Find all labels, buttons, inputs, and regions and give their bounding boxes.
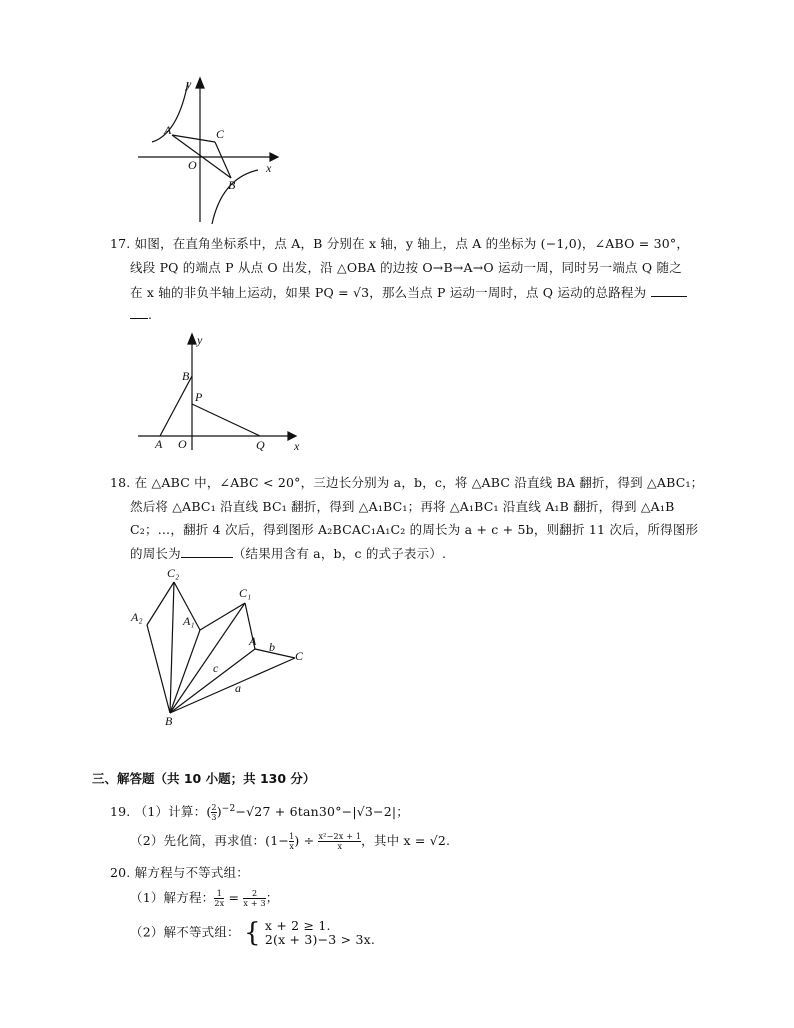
label-x: x (294, 439, 300, 453)
q17-number: 17. (110, 236, 131, 251)
q20-intro-text: 解方程与不等式组： (134, 865, 249, 880)
y-axis-arrow (188, 334, 196, 344)
x-axis-arrow (270, 153, 278, 161)
q20-system (265, 919, 375, 947)
label-A: A (249, 634, 257, 648)
label-O: O (178, 437, 187, 451)
segment-B-C2 (170, 582, 174, 713)
q18-line2: 然后将 △ABC₁ 沿直线 BC₁ 翻折，得到 △A₁BC₁；再将 △A₁BC₁ 沿直线 A₁B 翻折，得到 △A₁B (130, 499, 675, 514)
label-C2: C₂ (167, 566, 180, 580)
figure-q18 (125, 565, 315, 735)
label-C1: C₁ (239, 586, 252, 600)
label-B: B (165, 714, 173, 728)
q20-part1-end: ； (265, 890, 279, 905)
segment-AB (160, 376, 192, 436)
figure-q16 (130, 72, 290, 232)
q19-part1: 19. （1）计算：( $\frac{2}{3}$ )$^{-2}$−√27 + 6tan30°−|√3−2|； (110, 803, 409, 823)
q19-part2 (130, 832, 450, 851)
label-b: b (269, 640, 275, 654)
q17-line1 (110, 235, 689, 253)
q18-number: 18. (110, 475, 131, 490)
segment-AC (172, 135, 215, 142)
segment-A2-C2 (147, 582, 174, 625)
label-P: P (195, 390, 203, 404)
label-O: O (188, 158, 197, 172)
q20-fraction-1: $\frac{1}{2x}$ (214, 889, 225, 908)
q17-text-3: 在 x 轴的非负半轴上运动，如果 PQ = √3，那么当点 P 运动一周时，点 Q 运动的总路程为 (130, 285, 647, 300)
label-y: y (197, 333, 203, 347)
section-title: 三、解答题（共 10 小题；共 130 分） (92, 771, 316, 786)
q17-answer-blank-b[interactable] (130, 306, 148, 319)
q17-text-1: 如图，在直角坐标系中，点 A，B 分别在 x 轴，y 轴上，点 A 的坐标为 (−1,0)，∠ABO = 30°， (134, 236, 690, 251)
label-B: B (228, 178, 236, 192)
q20-inequality-2: 2(x + 3)−3 > 3x. (264, 932, 376, 947)
label-c: c (213, 661, 219, 675)
q19-part1-rest: −√27 + 6tan30°−|√3−2|； (235, 804, 409, 820)
q18-text-4b: （结果用含有 a，b，c 的式子表示）. (232, 546, 447, 561)
q18-answer-blank[interactable] (181, 545, 233, 558)
segment-A-C (255, 649, 295, 658)
q20-inequality-1: x + 2 ≥ 1. (264, 918, 331, 933)
q20-part2-prefix: （2）解不等式组： (130, 924, 240, 940)
q19-exponent: −2 (221, 804, 236, 814)
y-axis-arrow (196, 78, 204, 88)
q20-brace: { (243, 918, 261, 948)
q19-part2-prefix: （2）先化简，再求值： (130, 833, 266, 848)
q19-part2-rest: ，其中 x = √2. (361, 833, 451, 848)
figure-q17 (130, 330, 310, 455)
q17-answer-blank-a[interactable] (651, 284, 687, 297)
q20-number: 20. (110, 865, 131, 880)
label-A: A (164, 123, 172, 137)
q17-line2: 线段 PQ 的端点 P 从点 O 出发，沿 △OBA 的边按 O→B→A→O 运动一周，同时另一端点 Q 随之 (130, 260, 682, 275)
segment-B-A1 (170, 630, 200, 713)
q17-line3 (130, 284, 687, 302)
q20-part2 (130, 919, 375, 947)
q17-line4 (130, 306, 152, 324)
q18-text-4a: 的周长为 (130, 546, 181, 561)
q18-line1 (110, 474, 703, 492)
label-B: B (182, 369, 190, 383)
q19-part1-prefix: （1）计算： (134, 804, 207, 820)
label-Q: Q (256, 438, 265, 452)
label-x: x (266, 161, 272, 175)
q19-paren-open: (1− (265, 833, 290, 848)
label-A: A (155, 437, 163, 451)
segment-PQ (192, 404, 260, 436)
label-y: y (186, 77, 192, 91)
label-A2: A₂ (131, 610, 143, 624)
label-A1: A₁ (183, 614, 195, 628)
q19-number: 19. (110, 804, 131, 820)
q18-line3: C₂；…，翻折 4 次后，得到图形 A₂BCAC₁A₁C₂ 的周长为 a + c + 5b，则翻折 11 次后，所得图形 (130, 522, 699, 537)
q20-part1-prefix: （1）解方程： (130, 890, 215, 905)
label-C: C (216, 127, 225, 141)
q18-line4 (130, 545, 446, 563)
q20-fraction-2: $\frac{2}{x + 3}$ (243, 889, 266, 908)
q19-base-fraction: $\frac{2}{3}$ (211, 803, 217, 823)
segment-A1-C1 (200, 603, 245, 630)
q19-paren-close: ) ÷ (294, 833, 319, 848)
q17-end: . (148, 307, 153, 322)
q18-text-1: 在 △ABC 中，∠ABC < 20°，三边长分别为 a，b，c，将 △ABC 沿直线 BA 翻折，得到 △ABC₁； (134, 475, 704, 490)
label-a: a (235, 681, 241, 695)
q20-part1 (130, 889, 279, 908)
label-C: C (295, 649, 304, 663)
q19-fraction-2: $\frac{\text{x²−2x + 1}}{x}$ (318, 832, 362, 851)
q20-intro (110, 864, 249, 882)
q19-fraction-1: $\frac{1}{x}$ (289, 832, 295, 851)
segment-B-A2 (147, 625, 170, 713)
q20-equals: = (224, 890, 244, 905)
